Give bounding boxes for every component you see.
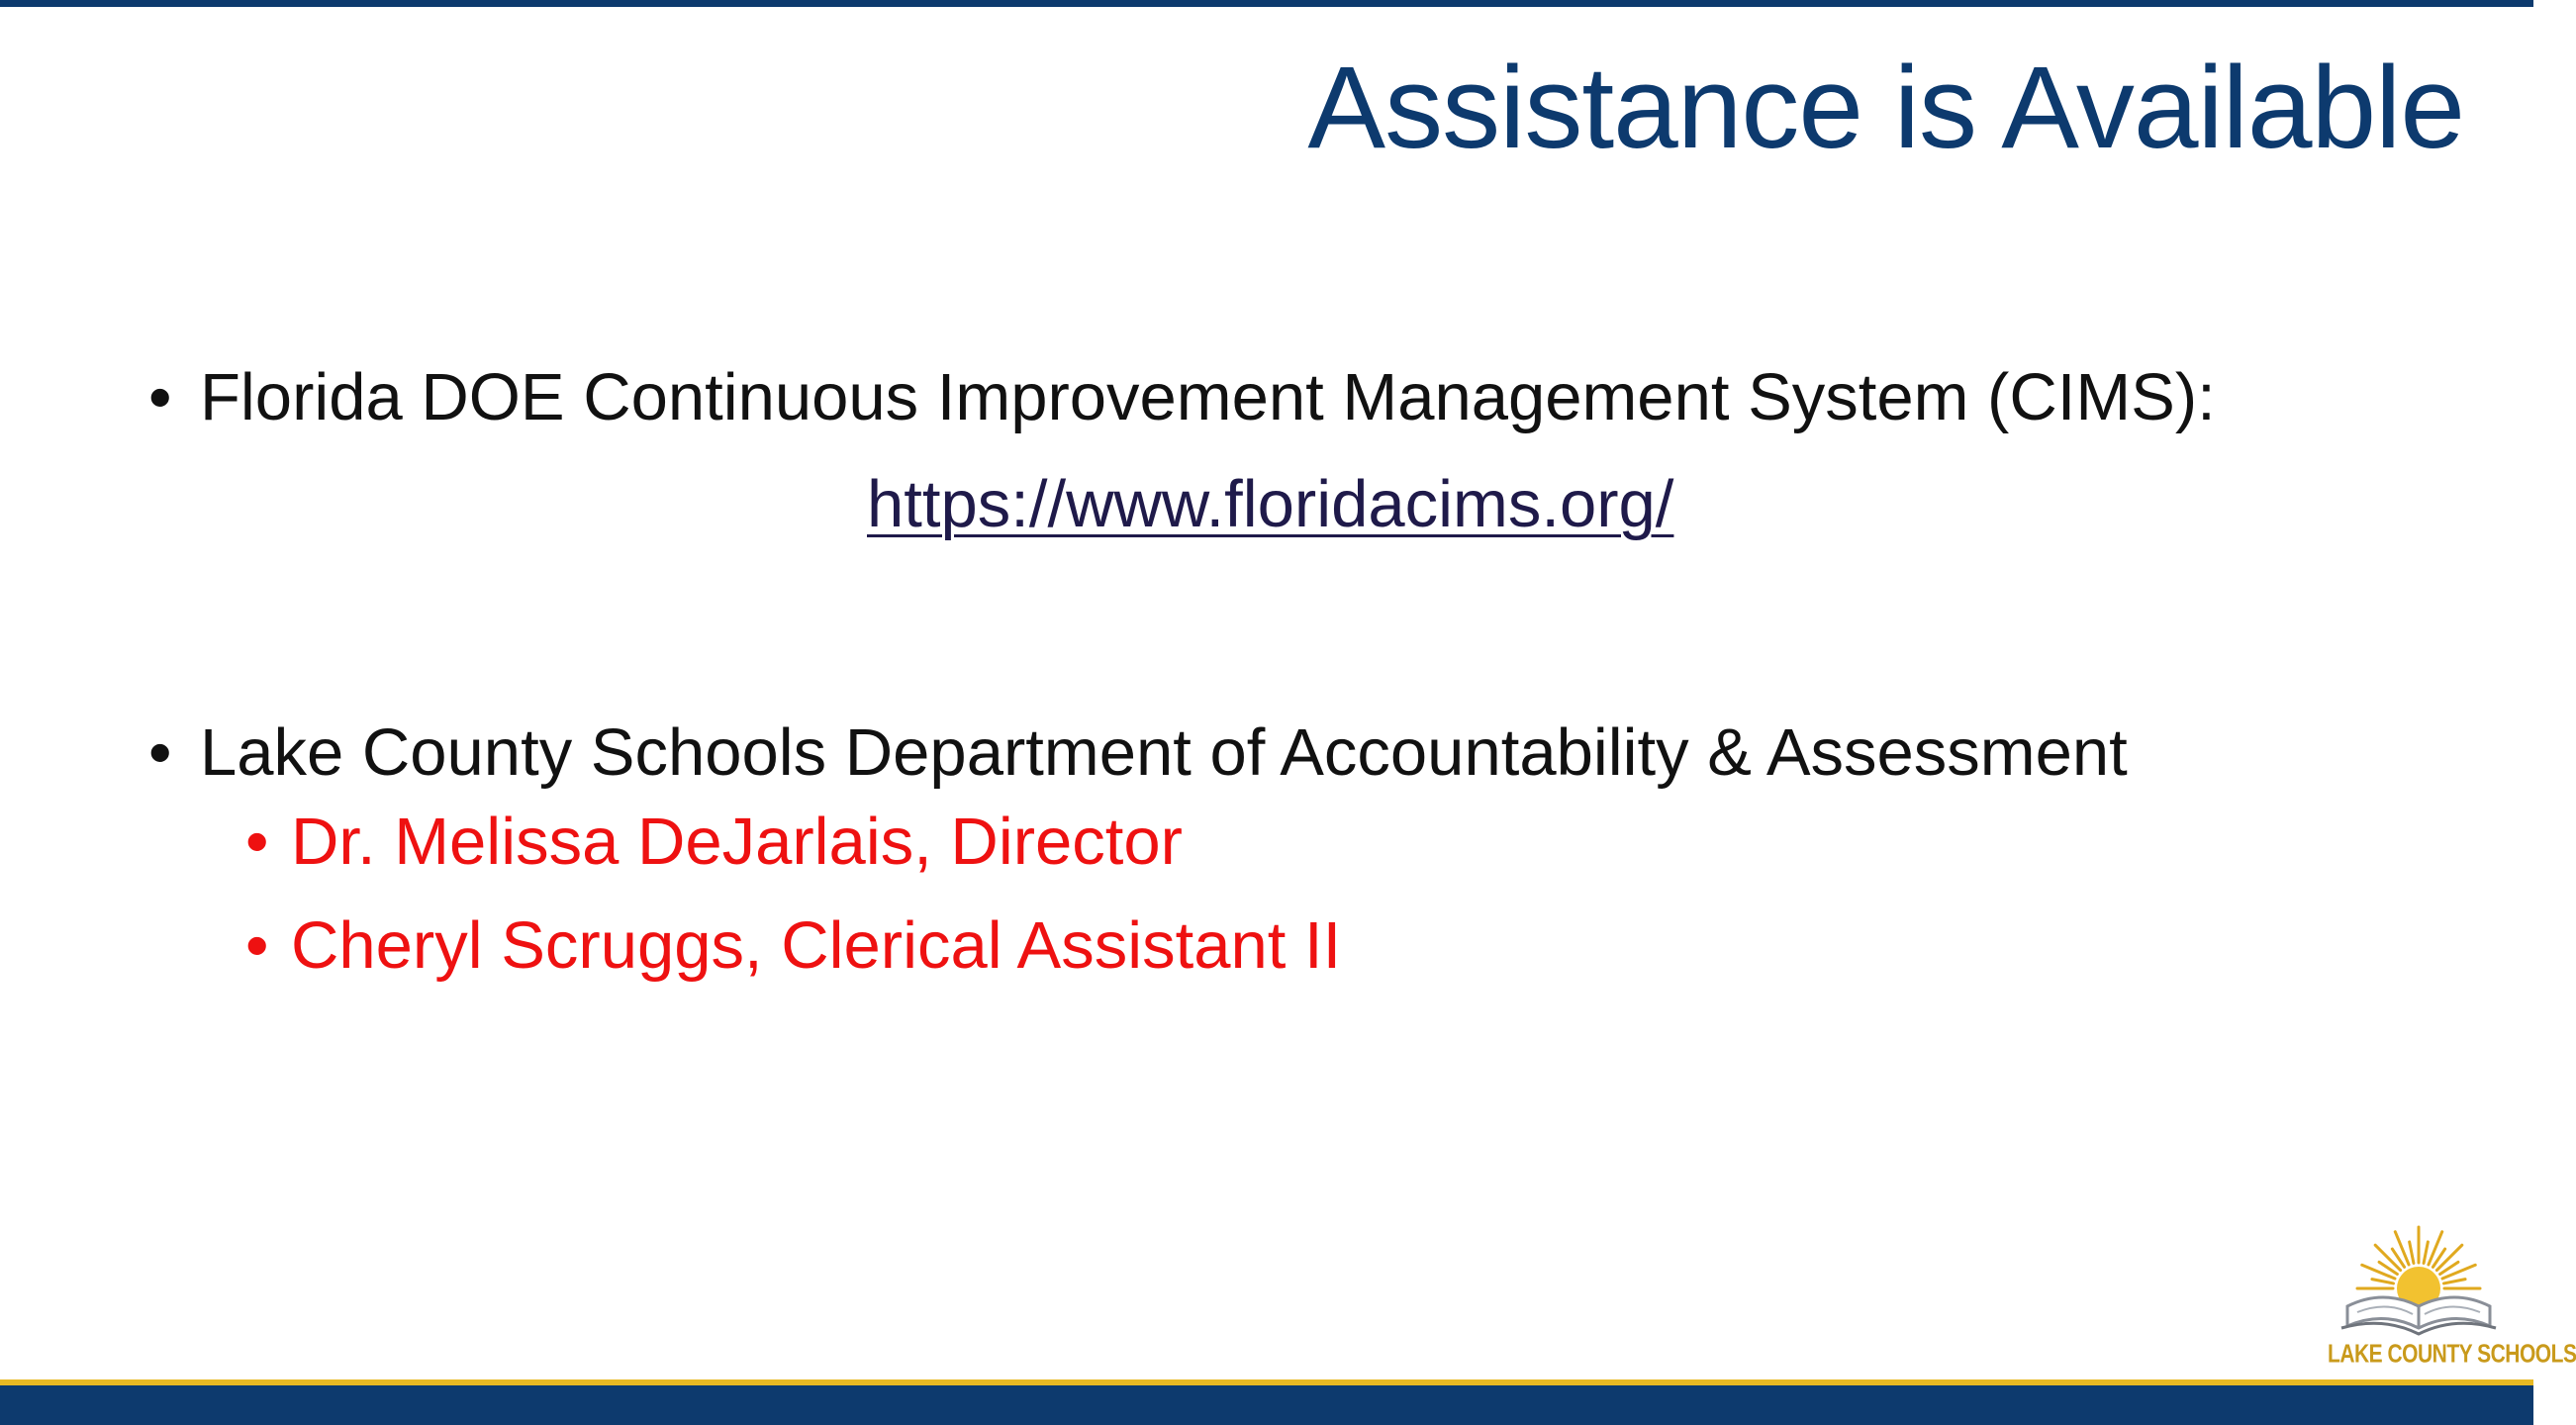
contact-clerical-text: Cheryl Scruggs, Clerical Assistant II bbox=[291, 907, 1342, 983]
bullet-lake-county bbox=[148, 713, 2425, 793]
cims-link[interactable]: https://www.floridacims.org/ bbox=[867, 467, 1674, 542]
footer-blue-band bbox=[0, 1385, 2533, 1425]
lake-county-schools-logo bbox=[2328, 1223, 2576, 1370]
contact-director-text: Dr. Melissa DeJarlais, Director bbox=[291, 805, 1183, 880]
contact-clerical bbox=[245, 906, 2425, 986]
logo-text: LAKE COUNTY SCHOOLS bbox=[2328, 1340, 2576, 1369]
bullet-cims bbox=[148, 358, 2425, 437]
spacer bbox=[148, 545, 2425, 713]
sub-bullet-marker: • bbox=[245, 907, 269, 983]
top-rule bbox=[0, 0, 2533, 7]
contact-director bbox=[245, 803, 2425, 882]
slide-content bbox=[148, 358, 2425, 1009]
bullet-marker: • bbox=[148, 360, 172, 434]
bullet-cims-text: Florida DOE Continuous Improvement Management System (CIMS): bbox=[200, 360, 2216, 434]
cims-link-line bbox=[148, 465, 2425, 544]
open-book-sunburst-icon bbox=[2328, 1223, 2510, 1340]
bullet-lake-county-text: Lake County Schools Department of Accountability & Assessment bbox=[200, 714, 2128, 790]
bullet-marker: • bbox=[148, 714, 172, 790]
contact-list bbox=[148, 803, 2425, 986]
slide-title: Assistance is Available bbox=[1307, 43, 2464, 173]
sub-bullet-marker: • bbox=[245, 805, 269, 880]
